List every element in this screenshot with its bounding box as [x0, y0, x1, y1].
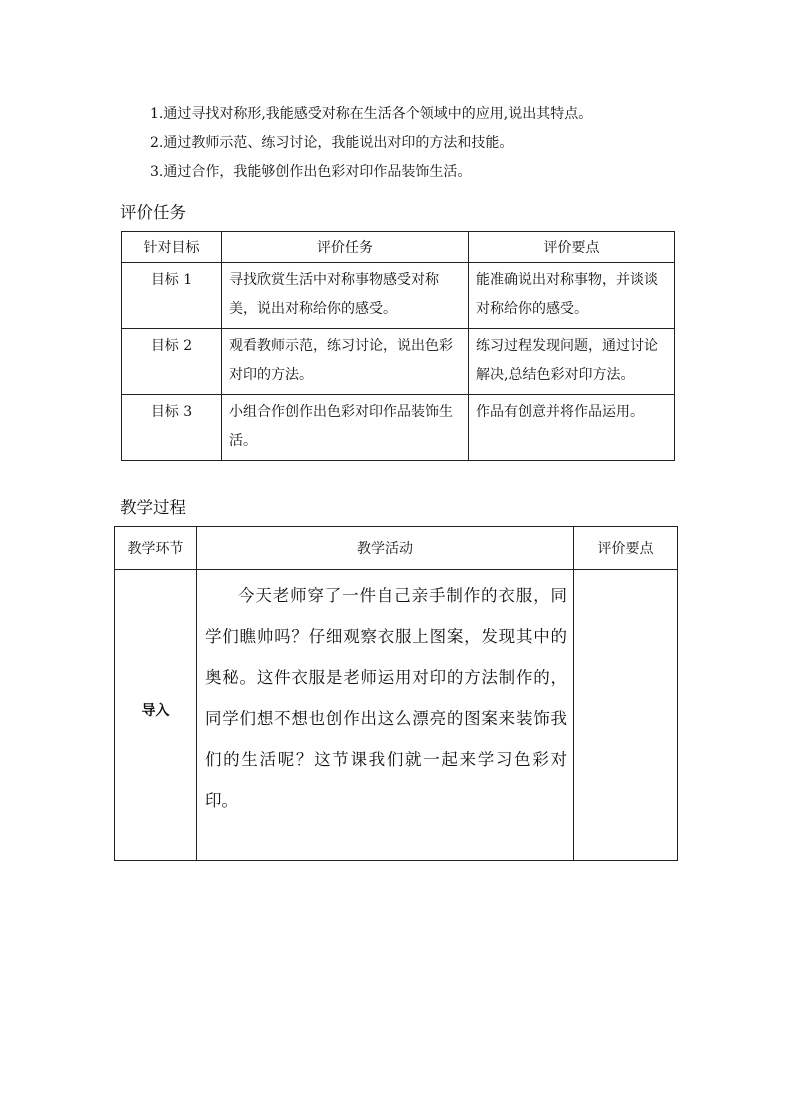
header-teaching-activity: 教学活动: [197, 527, 574, 570]
teaching-process-table: [114, 526, 678, 861]
evaluation-table: [121, 231, 675, 461]
goal-cell: 目标 1: [122, 263, 222, 329]
points-cell: 作品有创意并将作品运用。: [469, 395, 675, 461]
table-row: [122, 263, 675, 329]
task-cell: 观看教师示范，练习讨论，说出色彩对印的方法。: [222, 329, 469, 395]
task-cell: 小组合作创作出色彩对印作品装饰生活。: [222, 395, 469, 461]
evaluation-header-row: [122, 232, 675, 263]
task-cell: 寻找欣赏生活中对称事物感受对称美，说出对称给你的感受。: [222, 263, 469, 329]
process-section-title: 教学过程: [120, 498, 186, 517]
activity-cell: 今天老师穿了一件自己亲手制作的衣服，同学们瞧帅吗？仔细观察衣服上图案，发现其中的奥秘。这件衣服是老师运用对印的方法制作的，同学们想不想也创作出这么漂亮的图案来装饰我们的生活呢？这节课我们就一起来学习色彩对印。: [197, 570, 574, 861]
header-teaching-stage: 教学环节: [115, 527, 197, 570]
header-process-points: 评价要点: [574, 527, 678, 570]
stage-cell: 导入: [115, 570, 197, 861]
table-row: [115, 570, 678, 861]
goal-cell: 目标 2: [122, 329, 222, 395]
points-cell: [574, 570, 678, 861]
points-cell: 能准确说出对称事物，并谈谈对称给你的感受。: [469, 263, 675, 329]
process-header-row: [115, 527, 678, 570]
goal-item-1: 1.通过寻找对称形,我能感受对称在生活各个领域中的应用,说出其特点。: [150, 106, 593, 122]
goal-cell: 目标 3: [122, 395, 222, 461]
header-evaluation-points: 评价要点: [469, 232, 675, 263]
header-target-goal: 针对目标: [122, 232, 222, 263]
goal-item-3: 3.通过合作，我能够创作出色彩对印作品装饰生活。: [150, 164, 472, 180]
points-cell: 练习过程发现问题，通过讨论解决,总结色彩对印方法。: [469, 329, 675, 395]
header-evaluation-task: 评价任务: [222, 232, 469, 263]
learning-goals-list: [150, 100, 592, 187]
table-row: [122, 329, 675, 395]
table-row: [122, 395, 675, 461]
goal-item-2: 2.通过教师示范、练习讨论，我能说出对印的方法和技能。: [150, 135, 514, 151]
evaluation-section-title: 评价任务: [120, 203, 186, 222]
